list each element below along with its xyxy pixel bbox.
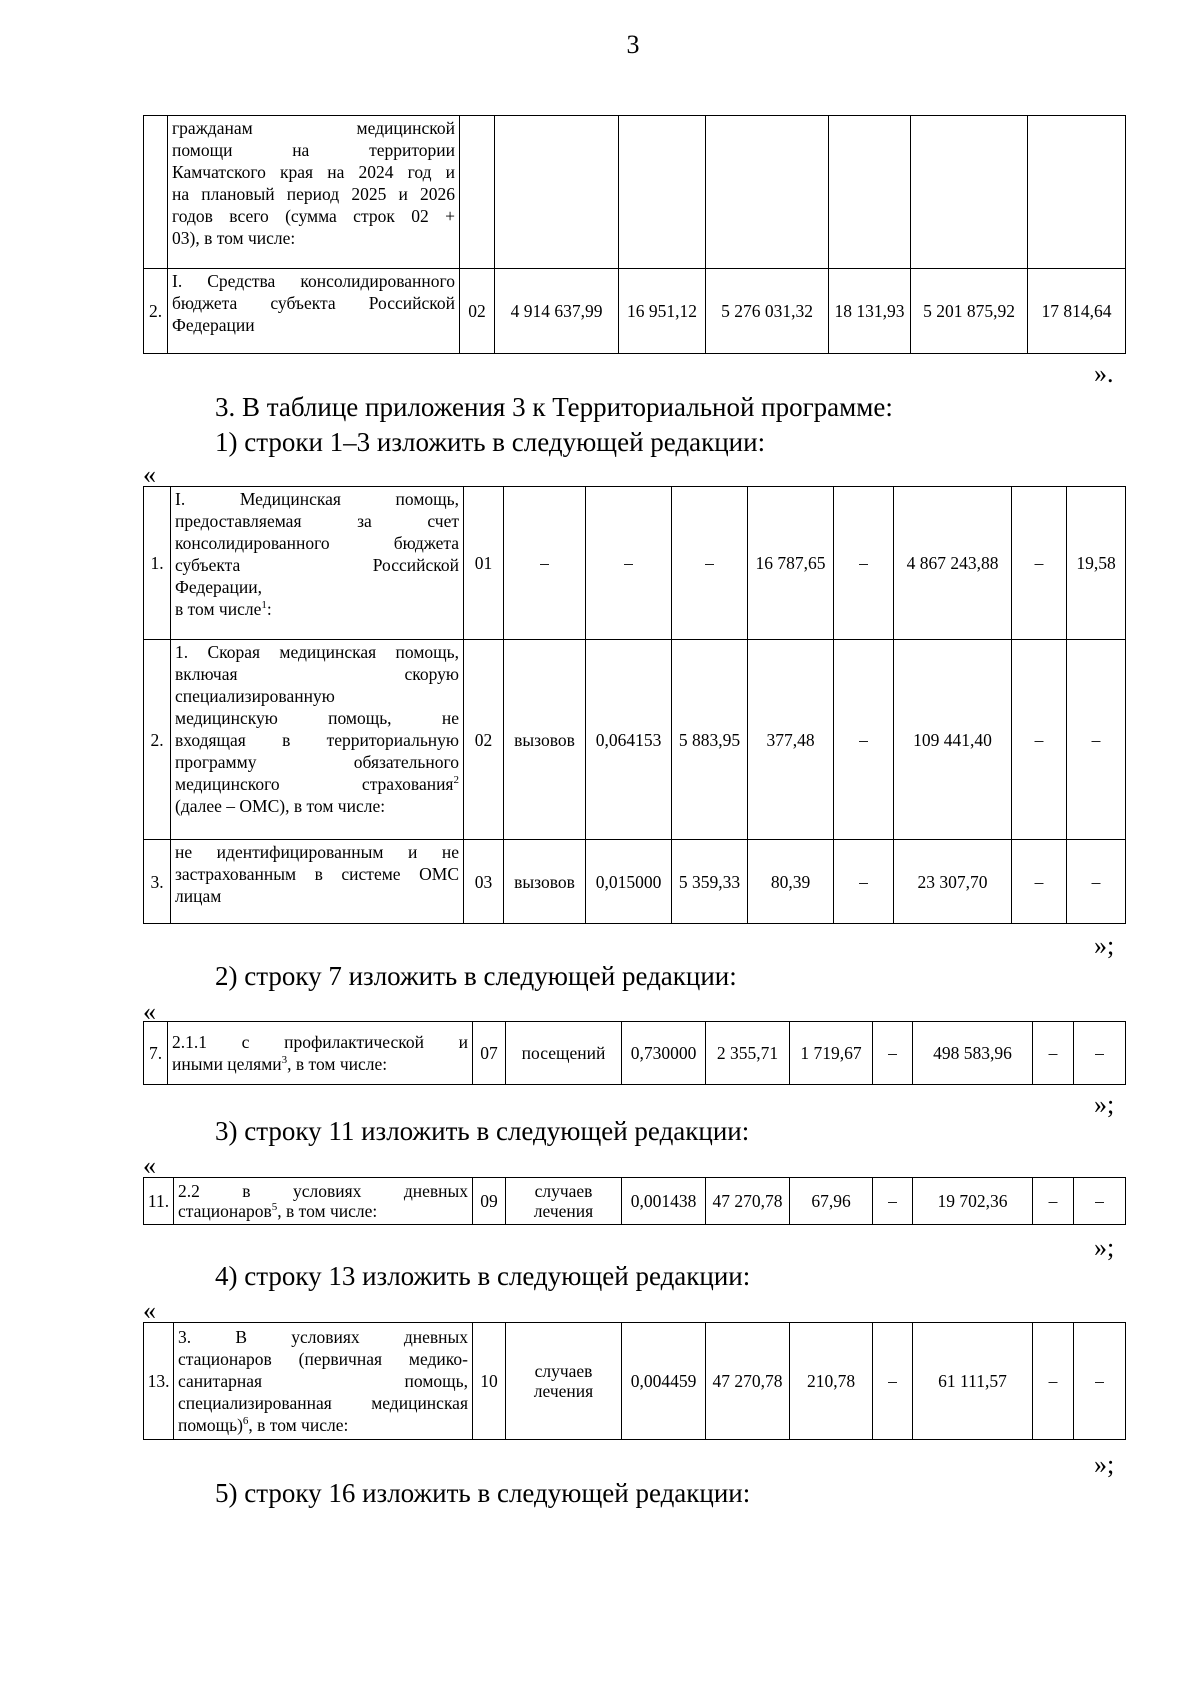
description-tail: , в том числе: <box>287 1054 388 1074</box>
description-line: не идентифицированным и не <box>175 842 459 862</box>
description-line: стационаров (первичная медико- <box>178 1349 468 1369</box>
description-line: входящая в территориальную <box>175 730 459 750</box>
unit-line: лечения <box>533 1381 594 1401</box>
table-row <box>144 1022 1126 1085</box>
value-cell: – <box>1033 1178 1074 1225</box>
opening-quote: « <box>143 997 156 1026</box>
value-cell: 16 951,12 <box>619 269 706 354</box>
table-row <box>144 1178 1126 1225</box>
value-cell: – <box>1012 640 1067 840</box>
row-code: 09 <box>473 1178 506 1225</box>
table-cell <box>144 116 168 269</box>
cost-cell: 5 359,33 <box>672 840 748 924</box>
table-cell <box>1028 116 1126 269</box>
unit-cell <box>506 1323 622 1440</box>
row-number: 2. <box>144 640 171 840</box>
row-description <box>168 269 460 354</box>
row-description <box>168 116 460 269</box>
unit-line: лечения <box>533 1201 594 1221</box>
description-line: помощи на территории <box>172 140 455 160</box>
row-code: 02 <box>464 640 504 840</box>
cost-cell: 47 270,78 <box>706 1178 790 1225</box>
unit-line: случаев <box>534 1181 593 1201</box>
footnote-mark: 1 <box>261 599 267 612</box>
norm-cell: 0,004459 <box>622 1323 706 1440</box>
opening-quote: « <box>143 460 156 489</box>
description-line: 2.2 в условиях дневных <box>178 1181 468 1201</box>
row-number: 2. <box>144 269 168 354</box>
value-cell: – <box>834 840 894 924</box>
description-line: субъекта Российской <box>175 555 459 575</box>
description-line: консолидированного бюджета <box>175 533 459 553</box>
percent-cell: – <box>1074 1178 1126 1225</box>
description-line: гражданам медицинской <box>172 118 455 138</box>
table-row <box>144 116 1126 269</box>
description-line: санитарная помощь, <box>178 1371 468 1391</box>
page-number: 3 <box>626 30 640 59</box>
percent-cell: 19,58 <box>1067 487 1126 640</box>
norm-cell: – <box>586 487 672 640</box>
norm-cell: 0,730000 <box>622 1022 706 1085</box>
value-cell: – <box>873 1323 913 1440</box>
closing-quote: »; <box>1094 931 1115 960</box>
row-description <box>168 1022 473 1085</box>
description-tail: , в том числе: <box>277 1201 378 1221</box>
table-row <box>144 840 1126 924</box>
description-text: в том числе <box>175 599 262 619</box>
percent-cell: – <box>1074 1323 1126 1440</box>
table-cell <box>706 116 829 269</box>
paragraph-item-3: 3. В таблице приложения 3 к Территориальной программе: <box>215 392 893 422</box>
cost-cell: 5 883,95 <box>672 640 748 840</box>
description-line <box>175 598 459 620</box>
total-cell: 23 307,70 <box>894 840 1012 924</box>
table-cell <box>460 116 495 269</box>
value-cell: – <box>834 487 894 640</box>
value-cell: – <box>873 1178 913 1225</box>
row-description <box>171 640 464 840</box>
description-line: 2.1.1 с профилактической и <box>172 1032 468 1052</box>
closing-quote: »; <box>1094 1450 1115 1479</box>
value-cell: 5 201 875,92 <box>911 269 1028 354</box>
table-cell <box>495 116 619 269</box>
per-capita-cell: 1 719,67 <box>790 1022 873 1085</box>
per-capita-cell: 210,78 <box>790 1323 873 1440</box>
description-line: годов всего (сумма строк 02 + <box>172 206 455 226</box>
total-cell: 19 702,36 <box>913 1178 1033 1225</box>
description-line: Камчатского края на 2024 год и <box>172 162 455 182</box>
row-number: 1. <box>144 487 171 640</box>
value-cell: 18 131,93 <box>829 269 911 354</box>
total-cell: 61 111,57 <box>913 1323 1033 1440</box>
row-number: 7. <box>144 1022 168 1085</box>
closing-quote: »; <box>1094 1233 1115 1262</box>
closing-quote: ». <box>1094 359 1114 388</box>
description-line: на плановый период 2025 и 2026 <box>172 184 455 204</box>
row-description <box>174 1323 473 1440</box>
opening-quote: « <box>143 1151 156 1180</box>
row-code: 01 <box>464 487 504 640</box>
description-line <box>178 1201 468 1221</box>
table-row <box>144 640 1126 840</box>
description-line: предоставляемая за счет <box>175 511 459 531</box>
value-cell: – <box>1012 840 1067 924</box>
description-tail: : <box>266 599 272 619</box>
value-cell: – <box>1012 487 1067 640</box>
unit-cell: вызовов <box>504 640 586 840</box>
description-line: застрахованным в системе ОМС <box>175 864 459 884</box>
paragraph-subitem-3: 3) строку 11 изложить в следующей редакции: <box>215 1116 750 1146</box>
value-cell: – <box>1033 1323 1074 1440</box>
description-line <box>175 773 459 795</box>
table-rows-1-3 <box>143 486 1126 924</box>
table-row <box>144 269 1126 354</box>
row-code: 02 <box>460 269 495 354</box>
footnote-mark: 5 <box>271 1201 278 1214</box>
total-cell: 109 441,40 <box>894 640 1012 840</box>
percent-cell: – <box>1067 840 1126 924</box>
table-budget-summary <box>143 115 1126 354</box>
unit-line: случаев <box>534 1361 593 1381</box>
description-line: (далее – ОМС), в том числе: <box>175 796 386 816</box>
paragraph-subitem-1: 1) строки 1–3 изложить в следующей редакции: <box>215 427 766 457</box>
description-line: медицинскую помощь, не <box>175 708 459 728</box>
closing-quote: »; <box>1094 1090 1115 1119</box>
footnote-mark: 2 <box>453 774 459 787</box>
cost-cell: – <box>672 487 748 640</box>
cost-cell: 2 355,71 <box>706 1022 790 1085</box>
value-cell: – <box>834 640 894 840</box>
unit-cell: вызовов <box>504 840 586 924</box>
norm-cell: 0,064153 <box>586 640 672 840</box>
description-text: помощь) <box>178 1415 243 1435</box>
description-line: лицам <box>175 886 222 906</box>
description-line: специализированная медицинская <box>178 1393 468 1413</box>
per-capita-cell: 377,48 <box>748 640 834 840</box>
percent-cell: – <box>1067 640 1126 840</box>
row-number: 11. <box>144 1178 174 1225</box>
description-line: включая скорую <box>175 664 459 684</box>
unit-cell <box>506 1178 622 1225</box>
description-text: стационаров <box>178 1201 272 1221</box>
description-line: специализированную <box>175 686 335 706</box>
total-cell: 498 583,96 <box>913 1022 1033 1085</box>
description-line: 03), в том числе: <box>172 228 296 248</box>
row-description <box>171 487 464 640</box>
description-line: программу обязательного <box>175 752 459 772</box>
value-cell: – <box>1033 1022 1074 1085</box>
table-cell <box>619 116 706 269</box>
footnote-mark: 3 <box>281 1054 288 1067</box>
value-cell: 17 814,64 <box>1028 269 1126 354</box>
table-row-7 <box>143 1021 1126 1085</box>
value-cell: – <box>873 1022 913 1085</box>
paragraph-subitem-2: 2) строку 7 изложить в следующей редакции: <box>215 961 737 991</box>
description-line: Федерации, <box>175 577 263 597</box>
description-text: иными целями <box>172 1054 282 1074</box>
row-code: 07 <box>473 1022 506 1085</box>
per-capita-cell: 80,39 <box>748 840 834 924</box>
description-line <box>178 1414 468 1436</box>
description-line: Федерации <box>172 315 255 335</box>
table-row-13 <box>143 1322 1126 1440</box>
norm-cell: 0,001438 <box>622 1178 706 1225</box>
total-cell: 4 867 243,88 <box>894 487 1012 640</box>
value-cell: 5 276 031,32 <box>706 269 829 354</box>
description-text: медицинского страхования <box>175 774 454 794</box>
value-cell: 4 914 637,99 <box>495 269 619 354</box>
description-line: бюджета субъекта Российской <box>172 293 455 313</box>
description-line: I. Средства консолидированного <box>172 271 455 291</box>
table-row <box>144 487 1126 640</box>
opening-quote: « <box>143 1296 156 1325</box>
unit-cell: – <box>504 487 586 640</box>
paragraph-subitem-5: 5) строку 16 изложить в следующей редакции: <box>215 1478 751 1508</box>
description-line <box>172 1053 468 1075</box>
per-capita-cell: 16 787,65 <box>748 487 834 640</box>
table-cell <box>911 116 1028 269</box>
table-row <box>144 1323 1126 1440</box>
row-number: 13. <box>144 1323 174 1440</box>
percent-cell: – <box>1074 1022 1126 1085</box>
row-code: 10 <box>473 1323 506 1440</box>
description-line: 1. Скорая медицинская помощь, <box>175 642 459 662</box>
per-capita-cell: 67,96 <box>790 1178 873 1225</box>
paragraph-subitem-4: 4) строку 13 изложить в следующей редакции: <box>215 1261 751 1291</box>
norm-cell: 0,015000 <box>586 840 672 924</box>
cost-cell: 47 270,78 <box>706 1323 790 1440</box>
row-number: 3. <box>144 840 171 924</box>
unit-cell: посещений <box>506 1022 622 1085</box>
table-row-11 <box>143 1177 1126 1225</box>
footnote-mark: 6 <box>242 1415 249 1428</box>
description-line: 3. В условиях дневных <box>178 1327 468 1347</box>
description-line: I. Медицинская помощь, <box>175 489 459 509</box>
row-description <box>171 840 464 924</box>
table-cell <box>829 116 911 269</box>
row-code: 03 <box>464 840 504 924</box>
row-description <box>174 1178 473 1225</box>
description-tail: , в том числе: <box>248 1415 349 1435</box>
